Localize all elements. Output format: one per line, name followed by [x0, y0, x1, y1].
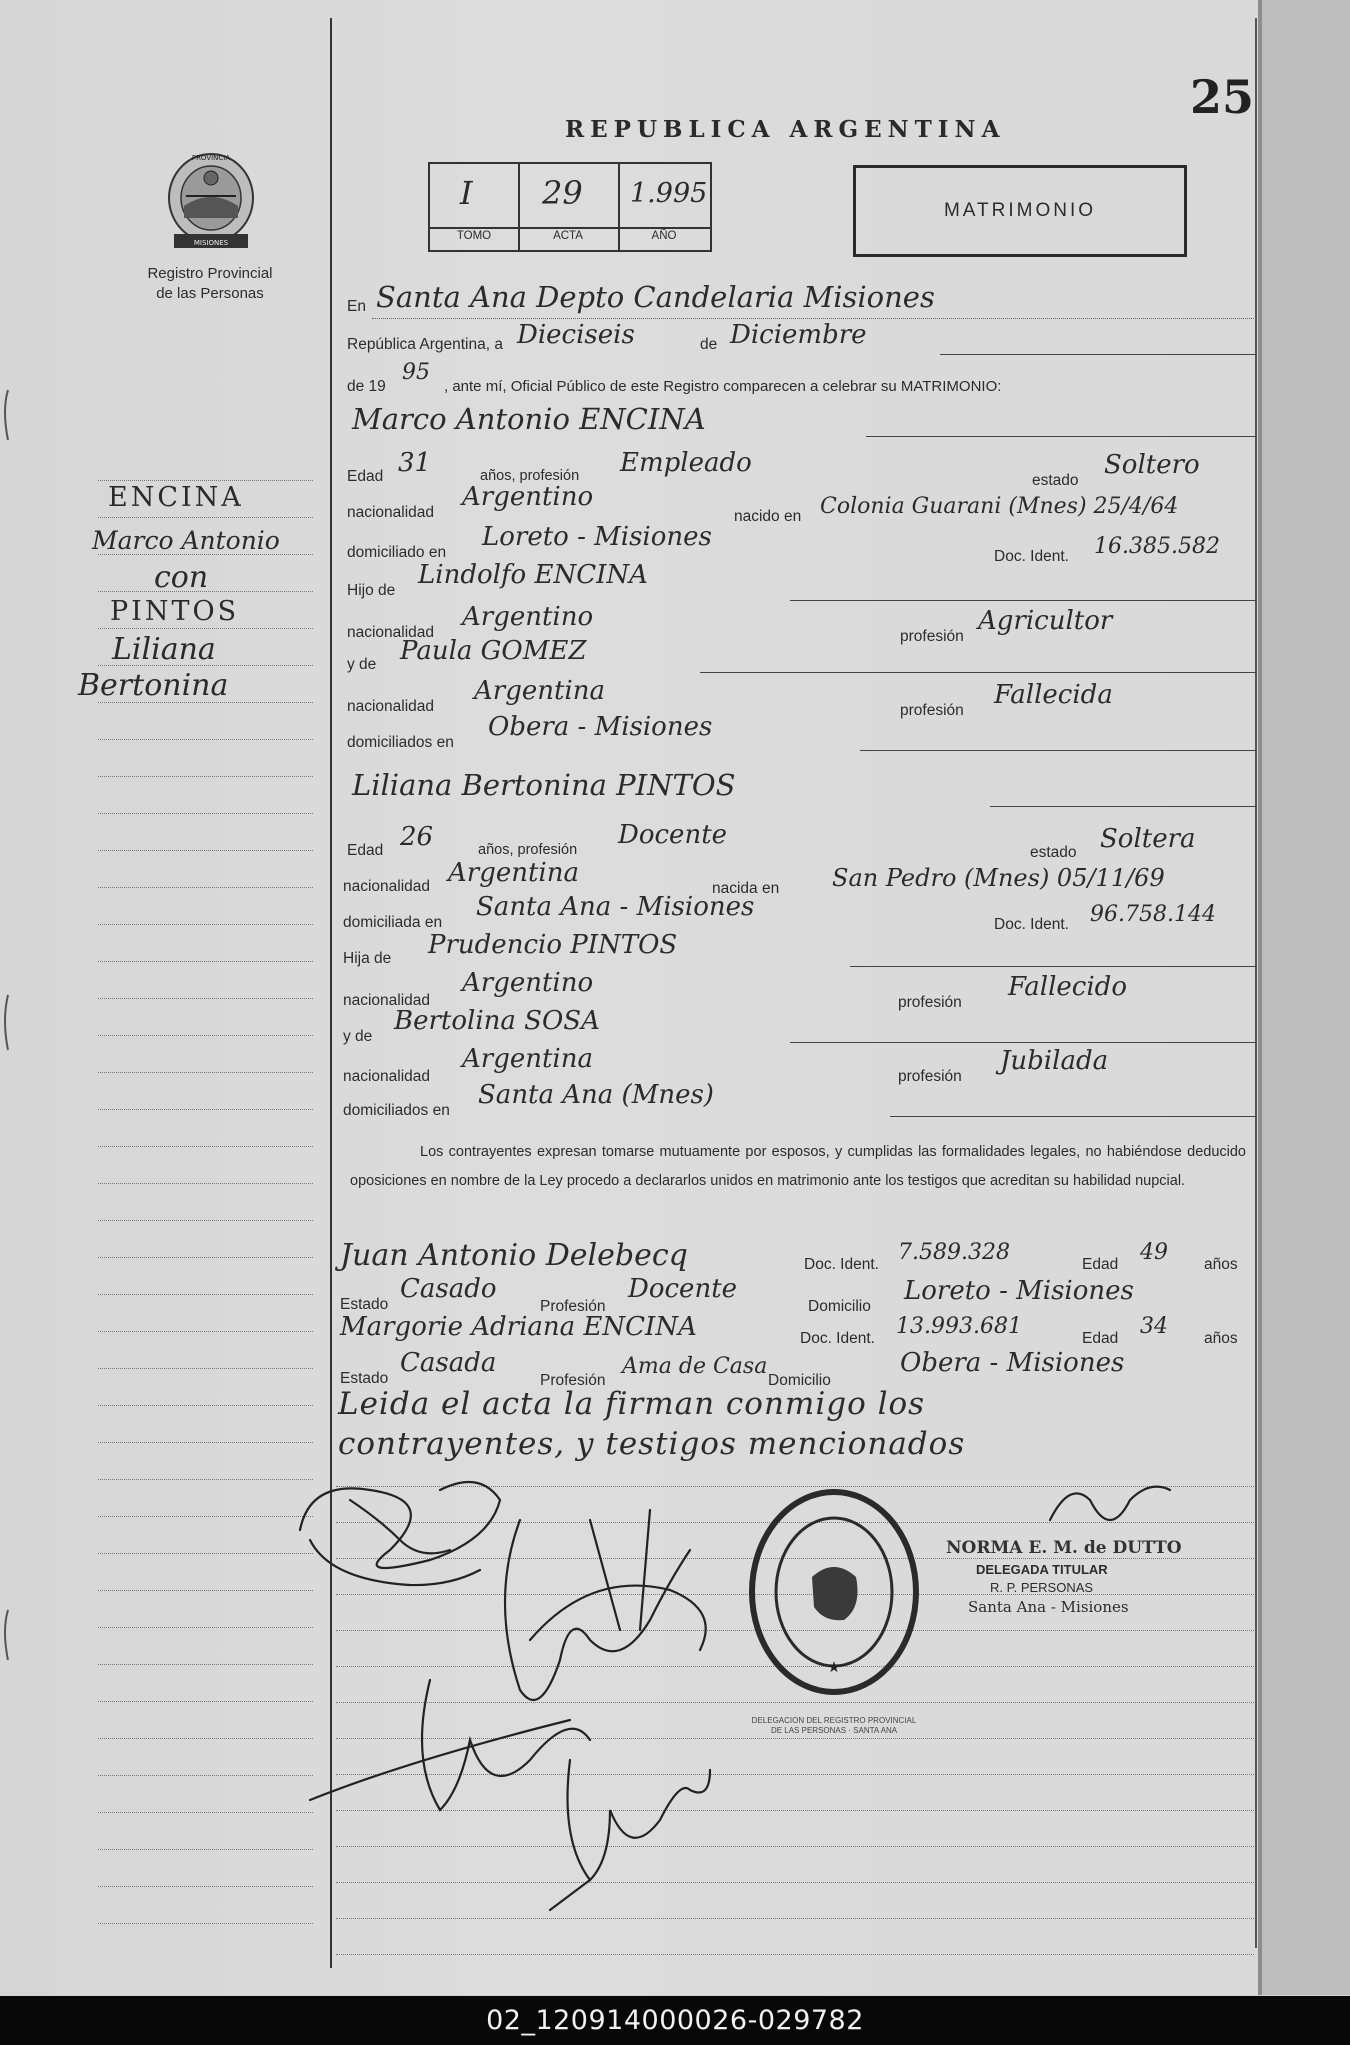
country-title: REPUBLICA ARGENTINA: [565, 116, 1006, 143]
groom-parents-dom: Obera - Misiones: [488, 712, 713, 742]
acta-label: ACTA: [553, 230, 583, 242]
witness1-domicile: Loreto - Misiones: [904, 1276, 1134, 1306]
groom-father-rule: [790, 600, 1256, 601]
act-type: MATRIMONIO: [943, 200, 1097, 221]
margin-rule: [98, 1627, 313, 1628]
margin-rule: [98, 1775, 313, 1776]
groom-estado-label: estado: [1032, 472, 1079, 489]
misiones-coat-of-arms: [160, 148, 262, 254]
footer-bar: [0, 1996, 1350, 2045]
bride-mother-prof-label: profesión: [898, 1068, 962, 1085]
place-value: Santa Ana Depto Candelaria Misiones: [376, 280, 935, 314]
bride-profession: Docente: [618, 820, 728, 850]
signatures: [290, 1460, 1190, 1920]
bride-doc-label: Doc. Ident.: [994, 916, 1069, 933]
margin-rule: [98, 480, 313, 481]
bride-father-nat: Argentino: [462, 968, 594, 998]
margin-note-line1: ENCINA: [108, 482, 244, 513]
witness2-name: Margorie Adriana ENCINA: [340, 1312, 697, 1342]
bride-name-rule: [990, 806, 1256, 807]
groom-nac-label: nacionalidad: [347, 504, 435, 521]
witness1-dom-label: Domicilio: [808, 1298, 871, 1315]
witness2-doc-label: Doc. Ident.: [800, 1330, 875, 1347]
right-border-line: [1255, 18, 1257, 1948]
groom-mother: Paula GOMEZ: [400, 636, 587, 666]
bride-mother: Bertolina SOSA: [394, 1006, 600, 1036]
margin-rule: [98, 1035, 313, 1036]
bride-mother-rule: [790, 1042, 1256, 1043]
groom-father-prof-label: profesión: [900, 628, 964, 645]
bride-parents-dom-rule: [890, 1116, 1256, 1117]
closing-line2: contrayentes, y testigos mencionados: [338, 1426, 966, 1462]
margin-note-line3: con: [154, 560, 209, 595]
month-value: Diciembre: [730, 320, 867, 350]
anio-label: AÑO: [651, 230, 677, 242]
bride-parents-dom-label: domiciliados en: [343, 1102, 450, 1119]
record-box: [428, 162, 712, 252]
margin-rule: [98, 739, 313, 740]
bride-father-prof: Fallecido: [1008, 972, 1127, 1002]
witness1-doc-label: Doc. Ident.: [804, 1256, 879, 1273]
bride-nac-label: nacionalidad: [343, 878, 431, 895]
witness2-profession: Ama de Casa: [622, 1354, 768, 1379]
margin-rule: [98, 628, 313, 629]
margin-note-line2: Marco Antonio: [92, 526, 280, 555]
margin-note-line5: Liliana: [112, 632, 216, 667]
groom-father: Lindolfo ENCINA: [418, 560, 648, 590]
arms-bottom-text: MISIONES: [193, 239, 229, 247]
witness2-anos-label: años: [1204, 1330, 1238, 1347]
groom-mother-prof: Fallecida: [994, 680, 1113, 710]
groom-mother-label: y de: [347, 656, 377, 673]
margin-rule: [98, 1109, 313, 1110]
groom-parents-dom-rule: [860, 750, 1256, 751]
bride-edad-label: Edad: [347, 842, 384, 859]
margin-rule: [98, 1183, 313, 1184]
margin-rule: [98, 1516, 313, 1517]
groom-name: Marco Antonio ENCINA: [352, 402, 706, 436]
margin-rule: [98, 1664, 313, 1665]
groom-age: 31: [398, 448, 432, 478]
page-edge: [1262, 0, 1350, 1995]
bride-mother-prof: Jubilada: [1000, 1046, 1109, 1076]
witness2-estado: Casada: [400, 1348, 497, 1378]
witness1-profession: Docente: [628, 1274, 738, 1304]
registry-seal: [744, 1482, 924, 1702]
republic-label: República Argentina, a: [347, 336, 503, 353]
margin-rule: [98, 813, 313, 814]
margin-rule: [98, 998, 313, 999]
margin-rule: [98, 1220, 313, 1221]
bride-dom-label: domiciliada en: [343, 914, 443, 931]
margin-rule: [98, 1590, 313, 1591]
registry-name: Registro Provincial de las Personas: [147, 265, 273, 302]
margin-rule: [98, 1886, 313, 1887]
groom-mother-nat: Argentina: [474, 676, 605, 706]
groom-father-prof: Agricultor: [978, 606, 1113, 636]
witness2-prof-label: Profesión: [540, 1372, 606, 1389]
margin-rule: [98, 1553, 313, 1554]
witness1-estado-label: Estado: [340, 1296, 389, 1313]
svg-text:★: ★: [827, 1659, 841, 1676]
groom-name-rule: [866, 436, 1256, 437]
bride-father-label: Hija de: [343, 950, 392, 967]
bride-age: 26: [400, 822, 434, 852]
official-title: DELEGADA TITULAR: [976, 1562, 1108, 1577]
groom-nationality: Argentino: [462, 482, 594, 512]
groom-prof-label: años, profesión: [480, 468, 580, 484]
act-type-box: [853, 165, 1187, 257]
witness2-doc: 13.993.681: [896, 1314, 1022, 1339]
witness1-age: 49: [1140, 1240, 1168, 1265]
place-rule: [372, 318, 1256, 319]
margin-rule: [98, 1812, 313, 1813]
groom-parents-dom-label: domiciliados en: [347, 734, 454, 751]
tomo-label: TOMO: [456, 230, 492, 242]
month-de-label: de: [700, 336, 718, 353]
official-office: R. P. PERSONAS: [990, 1580, 1094, 1595]
witness2-domicile: Obera - Misiones: [900, 1348, 1125, 1378]
groom-doc-label: Doc. Ident.: [994, 548, 1069, 565]
witness1-prof-label: Profesión: [540, 1298, 606, 1315]
margin-rule: [98, 1257, 313, 1258]
margin-note-line4: PINTOS: [110, 596, 240, 627]
margin-rule: [98, 1479, 313, 1480]
witness1-edad-label: Edad: [1082, 1256, 1119, 1273]
groom-dom-label: domiciliado en: [347, 544, 447, 561]
binding-stitches: [0, 380, 20, 1680]
witness1-doc: 7.589.328: [898, 1240, 1010, 1265]
bride-birth: San Pedro (Mnes) 05/11/69: [832, 864, 1165, 892]
margin-rule: [98, 887, 313, 888]
groom-mother-prof-label: profesión: [900, 702, 964, 719]
official-place: Santa Ana - Misiones: [968, 1598, 1129, 1616]
anio-value: 1.995: [630, 178, 708, 209]
page-number: 25: [1190, 70, 1255, 124]
groom-domicile: Loreto - Misiones: [482, 522, 712, 552]
margin-rule: [98, 1849, 313, 1850]
margin-rule: [98, 517, 313, 518]
bride-nationality: Argentina: [448, 858, 579, 888]
witness1-estado: Casado: [400, 1274, 497, 1304]
witness1-anos-label: años: [1204, 1256, 1238, 1273]
bride-father-prof-label: profesión: [898, 994, 962, 1011]
bride-prof-label: años, profesión: [478, 842, 578, 858]
bride-mother-label: y de: [343, 1028, 373, 1045]
bride-name: Liliana Bertonina PINTOS: [352, 768, 736, 802]
signature-rule: [336, 1954, 1254, 1955]
margin-rule: [98, 961, 313, 962]
margin-rule: [98, 1405, 313, 1406]
groom-birth: Colonia Guarani (Mnes) 25/4/64: [820, 494, 1179, 519]
bride-parents-dom: Santa Ana (Mnes): [478, 1080, 714, 1110]
margin-rule: [98, 1738, 313, 1739]
margin-rule: [98, 776, 313, 777]
groom-estado: Soltero: [1104, 450, 1200, 480]
bride-father-rule: [850, 966, 1256, 967]
groom-father-label: Hijo de: [347, 582, 396, 599]
groom-nacido-label: nacido en: [734, 508, 802, 525]
en-label: En: [347, 298, 366, 315]
groom-father-nac-label: nacionalidad: [347, 624, 435, 641]
month-rule: [940, 354, 1256, 355]
margin-rule: [98, 1072, 313, 1073]
witness2-age: 34: [1140, 1314, 1168, 1339]
day-value: Dieciseis: [517, 320, 635, 350]
witness2-edad-label: Edad: [1082, 1330, 1119, 1347]
arms-top-text: PROVINCIA: [191, 154, 231, 162]
witness2-estado-label: Estado: [340, 1370, 389, 1387]
bride-mother-nac-label: nacionalidad: [343, 1068, 431, 1085]
margin-rule: [98, 1442, 313, 1443]
bride-domicile: Santa Ana - Misiones: [476, 892, 755, 922]
margin-rule: [98, 1368, 313, 1369]
groom-edad-label: Edad: [347, 468, 384, 485]
margin-rule: [98, 1294, 313, 1295]
bride-estado-label: estado: [1030, 844, 1077, 861]
bride-father: Prudencio PINTOS: [428, 930, 678, 960]
margin-rule: [98, 924, 313, 925]
margin-rule: [98, 1923, 313, 1924]
bride-nacida-label: nacida en: [712, 880, 780, 897]
footer-id: 02_120914000026-029782: [486, 2005, 864, 2036]
margin-rule: [98, 1331, 313, 1332]
bride-estado: Soltera: [1100, 824, 1196, 854]
margin-rule: [98, 850, 313, 851]
bride-doc: 96.758.144: [1090, 902, 1216, 927]
closing-line1: Leida el acta la firman conmigo los: [338, 1386, 926, 1422]
margin-note-line6: Bertonina: [78, 668, 229, 703]
groom-mother-nac-label: nacionalidad: [347, 698, 435, 715]
witness1-name: Juan Antonio Delebecq: [340, 1238, 688, 1273]
year-prefix: de 19: [347, 378, 386, 395]
appear-text: , ante mí, Oficial Público de este Registro comparecen a celebrar su MATRIMONIO:: [444, 378, 1002, 395]
margin-rule: [98, 1701, 313, 1702]
acta-value: 29: [542, 174, 583, 212]
groom-mother-rule: [700, 672, 1256, 673]
bride-father-nac-label: nacionalidad: [343, 992, 431, 1009]
bride-mother-nat: Argentina: [462, 1044, 593, 1074]
official-name: NORMA E. M. de DUTTO: [946, 1538, 1182, 1558]
groom-doc: 16.385.582: [1094, 534, 1220, 559]
declaration-text: Los contrayentes expresan tomarse mutuamente por esposos, y cumplidas las formalidades legales, no habiéndose deducido oposiciones en nombre de la Ley procedo a declararlos unidos en matrimonio ante los testigos que acreditan su habilidad nupcial.: [350, 1144, 1246, 1189]
groom-father-nat: Argentino: [462, 602, 594, 632]
groom-profession: Empleado: [620, 448, 752, 478]
margin-rule: [98, 1146, 313, 1147]
seal-text: DELEGACION DEL REGISTRO PROVINCIAL DE LAS PERSONAS · SANTA ANA: [751, 1716, 917, 1735]
tomo-value: I: [460, 174, 473, 212]
year-value: 95: [402, 360, 430, 385]
witness2-dom-label: Domicilio: [768, 1372, 831, 1389]
